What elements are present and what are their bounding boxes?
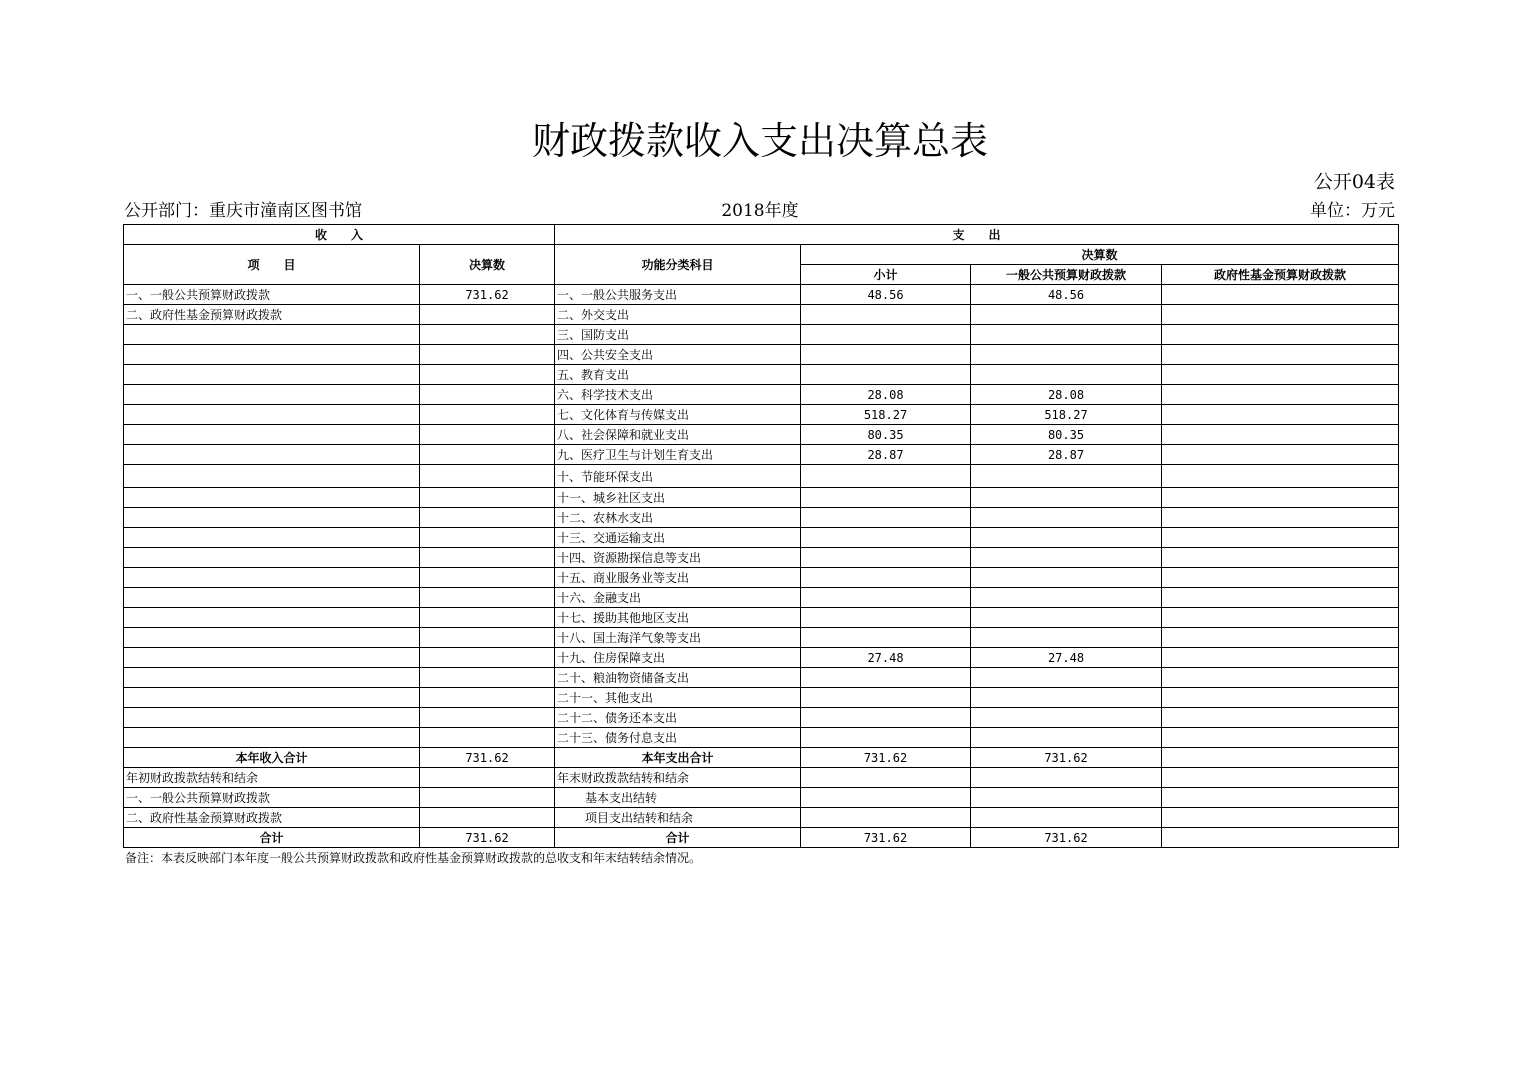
income-amount xyxy=(420,608,555,628)
income-amount xyxy=(420,708,555,728)
income-item xyxy=(124,445,420,465)
expense-general xyxy=(971,528,1162,548)
income-amount xyxy=(420,568,555,588)
income-amount xyxy=(420,588,555,608)
expense-general: 518.27 xyxy=(971,405,1162,425)
income-amount xyxy=(420,365,555,385)
income-amount xyxy=(420,385,555,405)
expense-fund xyxy=(1162,548,1399,568)
expense-general xyxy=(971,708,1162,728)
income-amount xyxy=(420,628,555,648)
income-amount xyxy=(420,445,555,465)
expense-fund xyxy=(1162,708,1399,728)
expense-general xyxy=(971,345,1162,365)
expense-general: 27.48 xyxy=(971,648,1162,668)
income-amount xyxy=(420,668,555,688)
expense-fund xyxy=(1162,568,1399,588)
table-row xyxy=(124,648,1399,668)
income-item xyxy=(124,728,420,748)
income-item xyxy=(124,385,420,405)
expense-general xyxy=(971,588,1162,608)
income-amount xyxy=(420,325,555,345)
expense-general xyxy=(971,628,1162,648)
table-row xyxy=(124,728,1399,748)
income-amount xyxy=(420,465,555,488)
table-row xyxy=(124,465,1399,488)
expense-subtotal xyxy=(801,465,971,488)
expense-category: 七、文化体育与传媒支出 xyxy=(555,405,801,425)
expense-category: 二十、粮油物资储备支出 xyxy=(555,668,801,688)
expense-subtotal xyxy=(801,708,971,728)
income-amount: 731.62 xyxy=(420,285,555,305)
expense-general xyxy=(971,465,1162,488)
income-item xyxy=(124,508,420,528)
expense-category: 二、外交支出 xyxy=(555,305,801,325)
expense-subtotal xyxy=(801,728,971,748)
expense-fund xyxy=(1162,425,1399,445)
table-row xyxy=(124,365,1399,385)
expense-subtotal: 27.48 xyxy=(801,648,971,668)
expense-subtotal: 48.56 xyxy=(801,285,971,305)
table-row xyxy=(124,528,1399,548)
expense-general: 28.08 xyxy=(971,385,1162,405)
carryover-row xyxy=(124,788,1399,808)
expense-fund xyxy=(1162,508,1399,528)
expense-fund xyxy=(1162,488,1399,508)
expense-general xyxy=(971,608,1162,628)
income-amount xyxy=(420,548,555,568)
unit-label: 单位：万元 xyxy=(1310,201,1395,221)
expense-header: 支 出 xyxy=(555,225,1399,245)
expense-subtotal xyxy=(801,768,971,788)
expense-fund xyxy=(1162,465,1399,488)
expense-general xyxy=(971,365,1162,385)
expense-grand-total-general: 731.62 xyxy=(971,828,1162,848)
income-header: 收 入 xyxy=(124,225,555,245)
income-item xyxy=(124,548,420,568)
income-amount xyxy=(420,648,555,668)
expense-fund xyxy=(1162,668,1399,688)
final-amount-header: 决算数 xyxy=(801,245,1399,265)
income-amount xyxy=(420,768,555,788)
expense-fund xyxy=(1162,808,1399,828)
income-item xyxy=(124,325,420,345)
expense-category: 一、一般公共服务支出 xyxy=(555,285,801,305)
department-label: 公开部门：重庆市潼南区图书馆 xyxy=(124,201,362,221)
expense-category: 二十一、其他支出 xyxy=(555,688,801,708)
expense-category: 基本支出结转 xyxy=(555,788,801,808)
expense-category: 四、公共安全支出 xyxy=(555,345,801,365)
expense-category: 五、教育支出 xyxy=(555,365,801,385)
page-title: 财政拨款收入支出决算总表 xyxy=(531,119,988,163)
expense-general xyxy=(971,768,1162,788)
expense-general xyxy=(971,325,1162,345)
expense-total-label: 本年支出合计 xyxy=(555,748,801,768)
expense-fund xyxy=(1162,788,1399,808)
income-item xyxy=(124,465,420,488)
table-row xyxy=(124,305,1399,325)
expense-subtotal xyxy=(801,488,971,508)
income-amount xyxy=(420,808,555,828)
expense-subtotal: 28.08 xyxy=(801,385,971,405)
expense-subtotal xyxy=(801,688,971,708)
expense-subtotal xyxy=(801,548,971,568)
carryover-row xyxy=(124,768,1399,788)
income-item xyxy=(124,405,420,425)
expense-grand-total-fund xyxy=(1162,828,1399,848)
expense-subtotal xyxy=(801,528,971,548)
item-header: 项 目 xyxy=(124,245,420,285)
subtotal-header: 小计 xyxy=(801,265,971,285)
expense-category: 二十二、债务还本支出 xyxy=(555,708,801,728)
expense-fund xyxy=(1162,588,1399,608)
expense-fund xyxy=(1162,285,1399,305)
income-item xyxy=(124,708,420,728)
expense-subtotal: 80.35 xyxy=(801,425,971,445)
expense-category: 八、社会保障和就业支出 xyxy=(555,425,801,445)
expense-fund xyxy=(1162,608,1399,628)
expense-general xyxy=(971,728,1162,748)
income-total-label: 本年收入合计 xyxy=(124,748,420,768)
year-total-row xyxy=(124,748,1399,768)
table-row xyxy=(124,325,1399,345)
expense-total-fund xyxy=(1162,748,1399,768)
income-amount xyxy=(420,688,555,708)
table-row xyxy=(124,568,1399,588)
income-item xyxy=(124,528,420,548)
expense-general xyxy=(971,808,1162,828)
expense-category: 三、国防支出 xyxy=(555,325,801,345)
function-category-header: 功能分类科目 xyxy=(555,245,801,285)
expense-subtotal xyxy=(801,365,971,385)
expense-category: 二十三、债务付息支出 xyxy=(555,728,801,748)
income-item xyxy=(124,365,420,385)
table-row xyxy=(124,608,1399,628)
expense-subtotal xyxy=(801,588,971,608)
expense-category: 十八、国土海洋气象等支出 xyxy=(555,628,801,648)
table-row xyxy=(124,548,1399,568)
income-item: 一、一般公共预算财政拨款 xyxy=(124,285,420,305)
table-row xyxy=(124,588,1399,608)
income-amount xyxy=(420,488,555,508)
expense-fund xyxy=(1162,385,1399,405)
expense-subtotal xyxy=(801,808,971,828)
expense-subtotal xyxy=(801,668,971,688)
table-row xyxy=(124,385,1399,405)
table-row xyxy=(124,508,1399,528)
income-item xyxy=(124,568,420,588)
income-grand-total-label: 合计 xyxy=(124,828,420,848)
expense-category: 十六、金融支出 xyxy=(555,588,801,608)
expense-general xyxy=(971,305,1162,325)
income-amount xyxy=(420,345,555,365)
expense-category: 十四、资源勘探信息等支出 xyxy=(555,548,801,568)
expense-fund xyxy=(1162,688,1399,708)
expense-subtotal xyxy=(801,608,971,628)
expense-category: 六、科学技术支出 xyxy=(555,385,801,405)
expense-subtotal xyxy=(801,628,971,648)
expense-fund xyxy=(1162,345,1399,365)
expense-fund xyxy=(1162,728,1399,748)
expense-fund xyxy=(1162,768,1399,788)
expense-fund xyxy=(1162,325,1399,345)
expense-general xyxy=(971,688,1162,708)
expense-subtotal: 518.27 xyxy=(801,405,971,425)
footnote: 备注：本表反映部门本年度一般公共预算财政拨款和政府性基金预算财政拨款的总收支和年末结转结余情况。 xyxy=(125,851,702,865)
expense-category: 十二、农林水支出 xyxy=(555,508,801,528)
grand-total-row xyxy=(124,828,1399,848)
expense-general xyxy=(971,668,1162,688)
expense-category: 项目支出结转和结余 xyxy=(555,808,801,828)
expense-fund xyxy=(1162,528,1399,548)
income-item xyxy=(124,588,420,608)
expense-subtotal xyxy=(801,325,971,345)
expense-category: 十一、城乡社区支出 xyxy=(555,488,801,508)
expense-fund xyxy=(1162,628,1399,648)
expense-general xyxy=(971,788,1162,808)
expense-general xyxy=(971,488,1162,508)
income-item xyxy=(124,648,420,668)
income-amount xyxy=(420,508,555,528)
expense-subtotal xyxy=(801,508,971,528)
income-amount xyxy=(420,305,555,325)
expense-grand-total-label: 合计 xyxy=(555,828,801,848)
expense-fund xyxy=(1162,305,1399,325)
expense-subtotal xyxy=(801,305,971,325)
table-row xyxy=(124,628,1399,648)
income-amount xyxy=(420,528,555,548)
expense-general: 28.87 xyxy=(971,445,1162,465)
income-item: 年初财政拨款结转和结余 xyxy=(124,768,420,788)
income-item xyxy=(124,345,420,365)
expense-grand-total-subtotal: 731.62 xyxy=(801,828,971,848)
expense-fund xyxy=(1162,405,1399,425)
general-budget-header: 一般公共预算财政拨款 xyxy=(971,265,1162,285)
expense-fund xyxy=(1162,445,1399,465)
expense-category: 十五、商业服务业等支出 xyxy=(555,568,801,588)
table-row xyxy=(124,708,1399,728)
table-row xyxy=(124,425,1399,445)
income-item xyxy=(124,608,420,628)
expense-category: 十七、援助其他地区支出 xyxy=(555,608,801,628)
expense-category: 十三、交通运输支出 xyxy=(555,528,801,548)
table-row xyxy=(124,688,1399,708)
income-item: 二、政府性基金预算财政拨款 xyxy=(124,808,420,828)
expense-general: 48.56 xyxy=(971,285,1162,305)
expense-general xyxy=(971,508,1162,528)
table-row xyxy=(124,285,1399,305)
expense-fund xyxy=(1162,365,1399,385)
fiscal-year: 2018年度 xyxy=(721,201,799,221)
budget-table xyxy=(123,224,1399,848)
expense-total-general: 731.62 xyxy=(971,748,1162,768)
income-amount xyxy=(420,405,555,425)
table-row xyxy=(124,445,1399,465)
table-row xyxy=(124,405,1399,425)
expense-category: 年末财政拨款结转和结余 xyxy=(555,768,801,788)
income-item xyxy=(124,688,420,708)
expense-general xyxy=(971,568,1162,588)
income-item: 二、政府性基金预算财政拨款 xyxy=(124,305,420,325)
income-amount xyxy=(420,728,555,748)
expense-subtotal xyxy=(801,788,971,808)
fund-budget-header: 政府性基金预算财政拨款 xyxy=(1162,265,1399,285)
income-item xyxy=(124,425,420,445)
expense-category: 十九、住房保障支出 xyxy=(555,648,801,668)
income-grand-total-amount: 731.62 xyxy=(420,828,555,848)
income-item: 一、一般公共预算财政拨款 xyxy=(124,788,420,808)
table-row xyxy=(124,488,1399,508)
expense-category: 九、医疗卫生与计划生育支出 xyxy=(555,445,801,465)
expense-total-subtotal: 731.62 xyxy=(801,748,971,768)
expense-subtotal xyxy=(801,345,971,365)
income-item xyxy=(124,488,420,508)
expense-general: 80.35 xyxy=(971,425,1162,445)
expense-fund xyxy=(1162,648,1399,668)
carryover-row xyxy=(124,808,1399,828)
expense-category: 十、节能环保支出 xyxy=(555,465,801,488)
income-item xyxy=(124,668,420,688)
expense-general xyxy=(971,548,1162,568)
income-total-amount: 731.62 xyxy=(420,748,555,768)
income-amount xyxy=(420,788,555,808)
income-amount xyxy=(420,425,555,445)
table-row xyxy=(124,345,1399,365)
income-item xyxy=(124,628,420,648)
expense-subtotal xyxy=(801,568,971,588)
amount-header: 决算数 xyxy=(420,245,555,285)
table-row xyxy=(124,668,1399,688)
form-number: 公开04表 xyxy=(1313,171,1395,193)
expense-subtotal: 28.87 xyxy=(801,445,971,465)
